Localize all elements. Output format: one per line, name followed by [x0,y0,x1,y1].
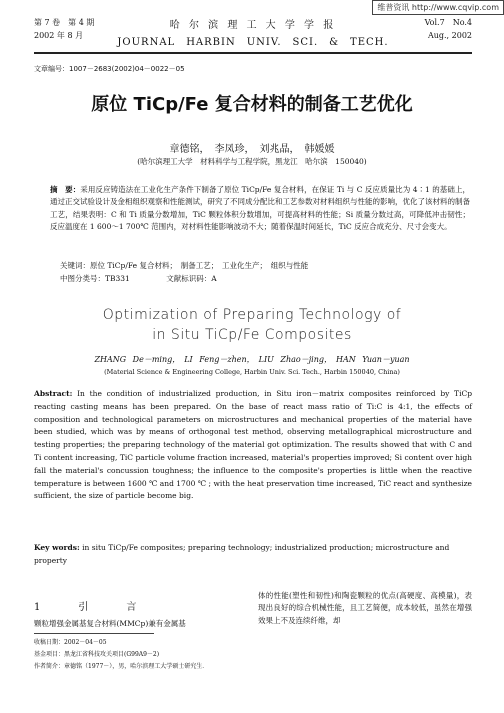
footnote-divider [34,633,154,634]
section-1-title: 1 引 言 [34,602,151,613]
keywords-en-text: in situ TiCp/Fe composites; preparing technology; industrialized production; microstructure and property [34,543,450,565]
journal-header [34,16,472,54]
volume-issue-cn: 第 7 卷 第 4 期 [34,18,95,27]
document-code: 文献标识码：A [166,274,217,283]
abstract-en [34,388,472,503]
article-number: 文章编号：1007－2683(2002)04－0022－05 [34,65,185,73]
keywords-en [34,542,472,567]
affiliation-en: (Material Science & Engineering College, Harbin Univ. Sci. Tech., Harbin 150040, China) [104,368,400,376]
date-cn: 2002 年 8 月 [34,31,84,40]
classification-line [60,273,470,284]
volume-issue-en: Vol.7 No.4 [424,18,472,27]
paper-title-cn: 原位 TiCp/Fe 复合材料的制备工艺优化 [91,94,413,115]
paper-title-en-line-2: in Situ TiCp/Fe Composites [152,327,352,343]
watermark: 维普资讯 http://www.cqvip.com [372,0,504,15]
date-en: Aug., 2002 [427,31,472,40]
journal-name-cn: 哈 尔 滨 理 工 大 学 学 报 [169,20,337,31]
journal-name-en: JOURNAL HARBIN UNIV. SCI. & TECH. [117,37,389,48]
paper-title-en [0,305,504,345]
authors-en: ZHANG De－ming， LI Feng－zhen， LIU Zhao－jing， HAN Yuan－yuan [94,355,410,364]
intro-right-column: 体的性能(塑性和韧性)和陶瓷颗粒的优点(高硬度、高模量)，表现出良好的综合机械性能，且工艺简便，成本较低，虽然在增强效果上不及连续纤维，却 [258,591,472,625]
keywords-cn: 关键词：原位 TiCp/Fe 复合材料； 制备工艺； 工业化生产； 组织与性能 [60,261,309,270]
footnotes [34,637,254,673]
affiliation-cn: (哈尔滨理工大学 材料科学与工程学院，黑龙江 哈尔滨 150040) [137,157,367,166]
class-number: 中图分类号：TB331 [60,274,130,283]
abstract-cn [50,184,470,234]
footnote-received: 收稿日期：2002－04－05 [34,639,107,646]
intro-left-column: 颗粒增强金属基复合材料(MMCp)兼有金属基 [34,619,186,628]
abstract-en-label: Abstract: [34,389,73,398]
abstract-en-text: In the condition of industrialized production, in Situ iron－matrix composites reinforced by TiCp reacting casting means has been prepared. On the base of react mass ratio of Ti:C is 4:1, the effects of composition and technological parameters on microstructures and mechanical properties of the material have been studied, which was by means of orthogonal test method, observing metallographical microstructure and testing properties; the preparing technology of the material got optimization. The results showed that with C and Ti content increasing, TiC particle volume fraction increased, material's properties improved; Si content over high fall the material's concussion toughness; the influence to the composite's properties is little when the reactive temperature is between 1600 ℃ and 1700 ℃ ; with the heat preservation time increased, TiC react and synthesize sufficient, the size of particle become big. [34,389,473,501]
abstract-cn-text: 采用反应铸造法在工业化生产条件下制备了原位 TiCp/Fe 复合材料，在保证 Ti 与 C 反应质量比为 4∶1 的基础上，通过正交试验设计及金相组织观察和性能测试，研究了不同成分配比和工艺参数对材料组织与性能的影响，优化了该材料的制备工艺，结果表明：C 和 Ti 质量分数增加，TiC 颗粒体积分数增加，可提高材料的性能；Si 质量分数过高，可降低冲击韧性；反应温度在 1 600～1 700℃ 范围内，对材料性能影响波动不大；随着保温时间延长，TiC 反应合成充分、尺寸会变大。 [50,185,471,232]
authors-cn: 章德铭， 李凤珍， 刘兆晶， 韩媛媛 [169,144,335,155]
header-right [425,16,472,42]
footnote-fund: 基金项目：黑龙江省科技攻关项目(G99A9－2) [34,651,160,658]
footnote-author: 作者简介：章德铭（1977－），男，哈尔滨理工大学硕士研究生． [34,663,209,670]
paper-title-en-line-1: Optimization of Preparing Technology of [102,307,402,323]
keywords-en-label: Key words: [34,543,80,552]
abstract-cn-label: 摘 要： [50,185,81,194]
header-center [34,16,472,48]
